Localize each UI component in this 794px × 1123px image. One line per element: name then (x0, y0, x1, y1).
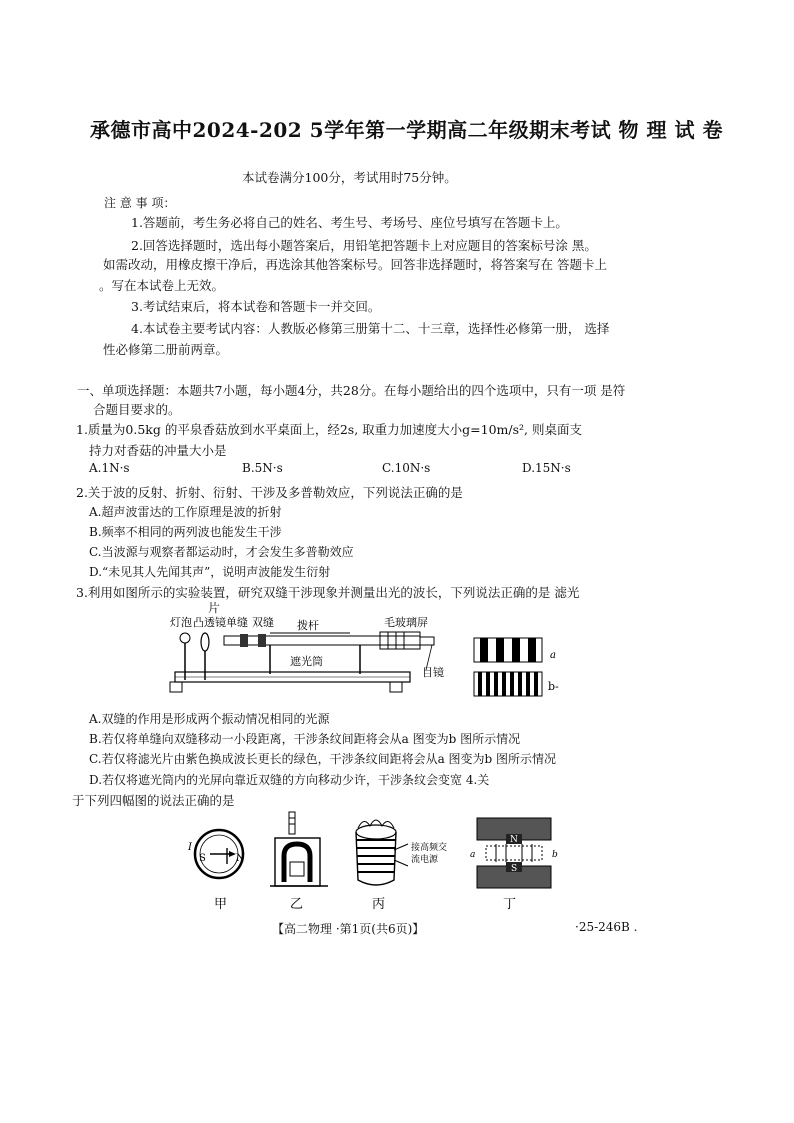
double-slit-apparatus-figure (160, 612, 450, 702)
page-footer-left: 【高二物理 ·第1页(共6页)】 (272, 922, 425, 936)
question-1-stem: 1.质量为0.5kg 的平泉香菇放到水平桌面上，经2s, 取重力加速度大小g=10m/s², 则桌面支 (76, 422, 582, 437)
question-2-stem: 2.关于波的反射、折射、衍射、干涉及多普勒效应，下列说法正确的是 (76, 485, 463, 500)
fig-ding-S: S (511, 864, 518, 874)
pattern-b-label: b- (548, 680, 559, 693)
question-1-stem-cont: 持力对香菇的冲量大小是 (89, 443, 227, 458)
label-double-slit: 双缝 (252, 616, 274, 629)
notice-line: 。写在本试卷上无效。 (99, 278, 225, 293)
page-title: 承德市高中2024-202 5学年第一学期高二年级期末考试 物 理 试 卷 (90, 118, 723, 142)
fig-jia-S: S (199, 853, 206, 864)
question-4-stem: 于下列四幅图的说法正确的是 (72, 793, 235, 808)
notice-line: 4.本试卷主要考试内容：人教版必修第三册第十二、十三章，选择性必修第一册， 选择 (131, 321, 610, 336)
notice-line: 如需改动，用橡皮擦干净后，再选涂其他答案标号。回答非选择题时，将答案写在 答题卡上 (103, 257, 607, 272)
question-1-option-c: C.10N·s (382, 461, 431, 475)
hf-label-line1: 接高频交 (411, 843, 448, 853)
fig-ding-a: a (470, 850, 476, 860)
figure-label-jia: 甲 (214, 897, 228, 912)
question-4-figures (180, 810, 560, 920)
question-3-stem: 3.利用如图所示的实验装置，研究双缝干涉现象并测量出光的波长，下列说法正确的是 滤光 (76, 585, 580, 600)
fringe-pattern-figure (472, 636, 572, 700)
question-3-option-a: A.双缝的作用是形成两个振动情况相同的光源 (89, 712, 330, 726)
question-1-option-d: D.15N·s (522, 461, 571, 475)
notice-heading: 注 意 事 项： (104, 196, 176, 210)
notice-line: 1.答题前，考生务必将自己的姓名、考生号、考场号、座位号填写在答题卡上。 (131, 215, 568, 230)
pattern-a-label: a (550, 650, 556, 661)
exam-info: 本试卷满分100分，考试用时75分钟。 (242, 170, 457, 185)
hf-label-line2: 流电源 (411, 855, 439, 865)
label-eyepiece: 目镜 (422, 666, 444, 679)
section-heading: 一、单项选择题：本题共7小题，每小题4分，共28分。在每小题给出的四个选项中，只有一项 是符 (77, 383, 626, 398)
page-footer-right: ·25-246B . (575, 920, 638, 934)
question-3-option-b: B.若仅将单缝向双缝移动一小段距离，干涉条纹间距将会从a 图变为b 图所示情况 (89, 732, 521, 746)
figure-label-ding: 丁 (503, 897, 517, 912)
question-1-option-a: A.1N·s (89, 461, 130, 475)
question-2-option-a: A.超声波雷达的工作原理是波的折射 (89, 505, 282, 519)
question-2-option-c: C.当波源与观察者都运动时，才会发生多普勒效应 (89, 545, 354, 559)
question-1-option-b: B.5N·s (242, 461, 283, 475)
label-lens: 凸透镜 (193, 616, 226, 629)
lens-shape (201, 633, 209, 651)
question-2-option-b: B.频率不相同的两列波也能发生干涉 (89, 525, 282, 539)
fig-jia-I: I (188, 842, 192, 853)
figure-label-yi: 乙 (290, 897, 304, 912)
section-heading-cont: 合题目要求的。 (93, 402, 181, 417)
question-3-option-d: D.若仅将遮光筒内的光屏向靠近双缝的方向移动少许，干涉条纹会变宽 4.关 (89, 773, 490, 787)
lamp-bulb (180, 633, 190, 643)
question-3-stem-tail: 片 (208, 601, 221, 615)
label-tube: 遮光筒 (290, 655, 323, 668)
notice-line: 2.回答选择题时，选出每小题答案后，用铅笔把答题卡上对应题目的答案标号涂 黑。 (131, 238, 597, 253)
fringe-pattern-b (474, 672, 542, 696)
label-lamp: 灯泡 (170, 616, 192, 629)
label-single-slit: 单缝 (226, 616, 248, 629)
tube-body (224, 636, 420, 645)
fig-jia-N: N (236, 853, 245, 864)
question-2-option-d: D.“未见其人先闻其声”，说明声波能发生衍射 (89, 565, 331, 579)
label-rod: 拨杆 (297, 619, 319, 632)
figure-label-bing: 丙 (372, 897, 386, 912)
notice-line: 3.考试结束后，将本试卷和答题卡一并交回。 (131, 299, 381, 314)
notice-line: 性必修第二册前两章。 (103, 342, 229, 357)
question-3-option-c: C.若仅将滤光片由紫色换成波长更长的绿色，干涉条纹间距将会从a 图变为b 图所示情况 (89, 752, 557, 766)
label-screen: 毛玻璃屏 (384, 616, 428, 629)
fig-ding-b: b (552, 850, 558, 860)
fig-ding-N: N (510, 835, 518, 845)
